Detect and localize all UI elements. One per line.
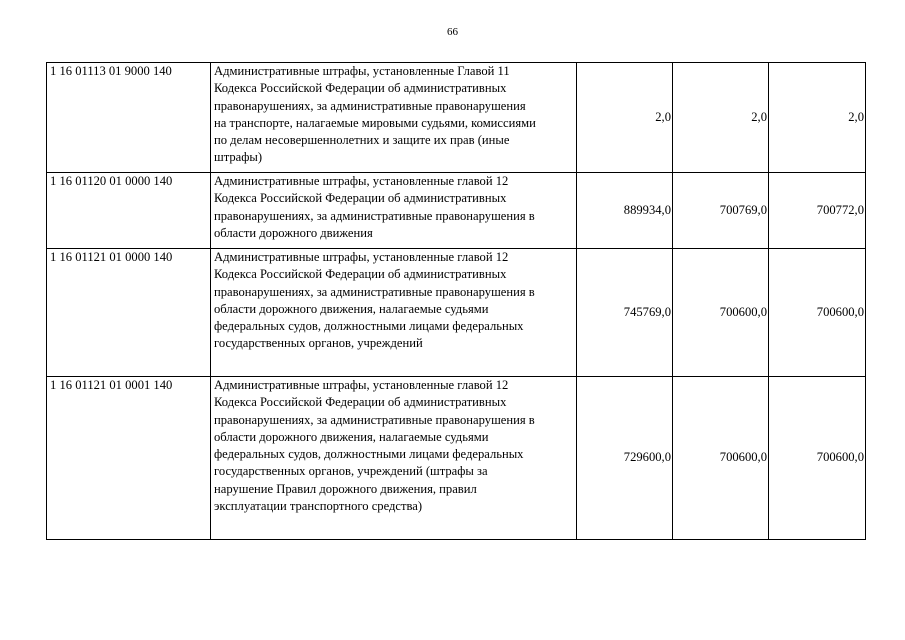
budget-table [46,62,866,540]
budget-code: 1 16 01113 01 9000 140 [47,63,211,173]
table-row [47,249,866,377]
table-row [47,173,866,249]
page-number: 66 [447,26,458,38]
table-row [47,63,866,173]
value-col-3: 700600,0 [769,377,866,540]
description: Административные штрафы, установленные главой 12 Кодекса Российской Федерации об административных правонарушениях, за административные правонарушения в области дорожного движения, налагаемые судьями федеральных судов, должностными лицами федеральных государственных органов, учреждений [211,249,577,377]
budget-code: 1 16 01121 01 0001 140 [47,377,211,540]
value-col-2: 700600,0 [673,377,769,540]
value-col-1: 729600,0 [577,377,673,540]
description: Административные штрафы, установленные главой 12 Кодекса Российской Федерации об административных правонарушениях, за административные правонарушения в области дорожного движения, налагаемые судьями федеральных судов, должностными лицами федеральных государственных органов, учреждений (штрафы за нарушение Правил дорожного движения, правил эксплуатации транспортного средства) [211,377,577,540]
table-row [47,377,866,540]
budget-code: 1 16 01121 01 0000 140 [47,249,211,377]
description: Административные штрафы, установленные Главой 11 Кодекса Российской Федерации об административных правонарушениях, за административные правонарушения на транспорте, налагаемые мировыми судьями, комиссиями по делам несовершеннолетних и защите их прав (иные штрафы) [211,63,577,173]
budget-code: 1 16 01120 01 0000 140 [47,173,211,249]
value-col-3: 700600,0 [769,249,866,377]
value-col-1: 745769,0 [577,249,673,377]
value-col-2: 2,0 [673,63,769,173]
description: Административные штрафы, установленные главой 12 Кодекса Российской Федерации об административных правонарушениях, за административные правонарушения в области дорожного движения [211,173,577,249]
value-col-3: 700772,0 [769,173,866,249]
value-col-2: 700769,0 [673,173,769,249]
value-col-1: 2,0 [577,63,673,173]
value-col-1: 889934,0 [577,173,673,249]
value-col-2: 700600,0 [673,249,769,377]
value-col-3: 2,0 [769,63,866,173]
